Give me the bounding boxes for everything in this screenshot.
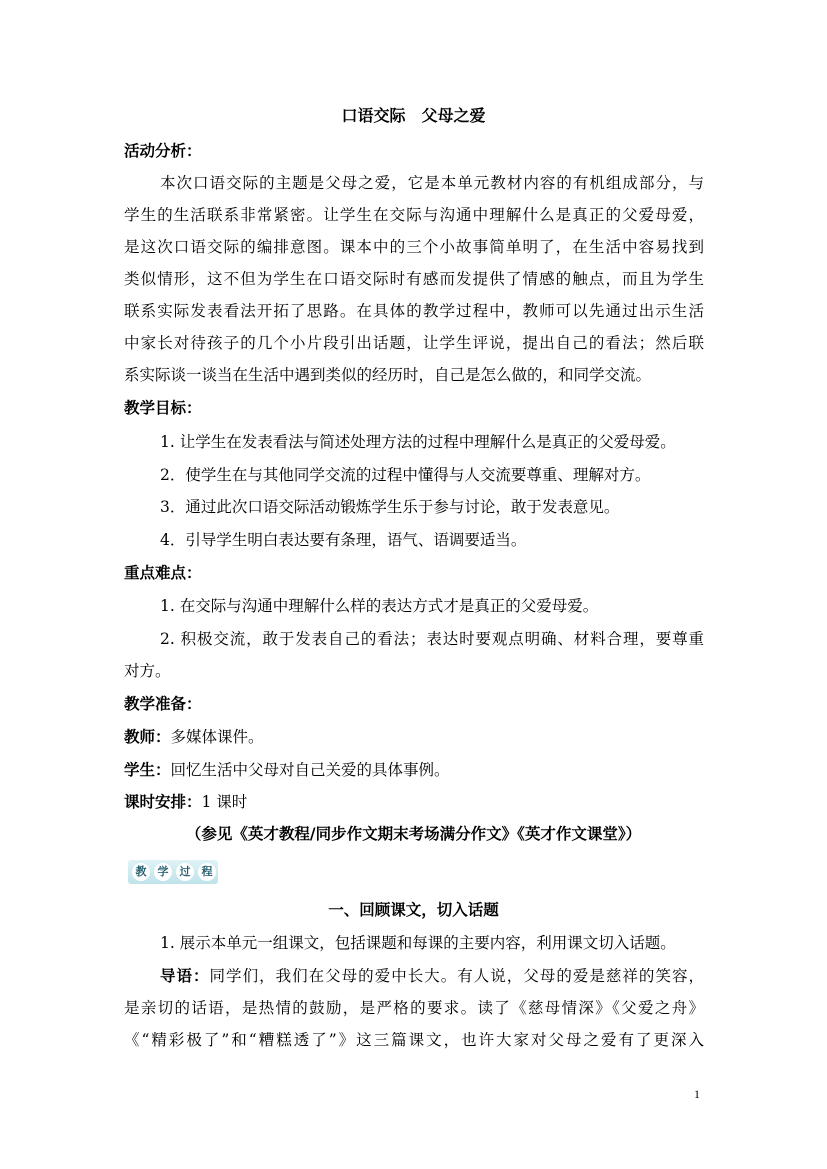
- schedule-text: 1 课时: [201, 793, 248, 811]
- activity-line: 联系实际发表看法开拓了思路。在具体的教学过程中，教师可以先通过出示生活: [124, 302, 704, 320]
- goal-item: 2．使学生在与其他同学交流的过程中懂得与人交流要尊重、理解对方。: [160, 466, 651, 484]
- activity-heading: 活动分析：: [124, 141, 202, 160]
- lead-paragraph: [160, 966, 704, 986]
- goal-item: 3．通过此次口语交际活动锻炼学生乐于参与讨论，敢于发表意见。: [160, 498, 620, 516]
- badge-char: 学: [154, 863, 172, 881]
- lead-text: 同学们，我们在父母的爱中长大。有人说，父母的爱是慈祥的笑容，: [209, 967, 704, 985]
- activity-line: 系实际谈一谈当在生活中遇到类似的经历时，自己是怎么做的，和同学交流。: [124, 366, 652, 384]
- goal-item: 1. 让学生在发表看法与简述处理方法的过程中理解什么是真正的父爱母爱。: [160, 433, 676, 451]
- prep-teacher: [124, 727, 704, 747]
- badge-char: 教: [132, 863, 150, 881]
- badge-char: 程: [198, 863, 216, 881]
- reference-note: （参见《英才教程/同步作文期末考场满分作文》《英才作文课堂》）: [185, 824, 642, 843]
- badge-char: 过: [176, 863, 194, 881]
- lead-label: 导语：: [160, 966, 210, 985]
- keypoint-item: 1. 在交际与沟通中理解什么样的表达方式才是真正的父爱母爱。: [160, 597, 599, 615]
- activity-line: 中家长对待孩子的几个小片段引出话题，让学生评说，提出自己的看法；然后联: [124, 334, 704, 352]
- prep-teacher-label: 教师：: [124, 727, 171, 746]
- lead-line: 《“精彩极了”和“糟糕透了”》这三篇课文，也许大家对父母之爱有了更深入: [124, 1031, 704, 1049]
- keypoint-item: 2. 积极交流，敢于发表自己的看法；表达时要观点明确、材料合理，要尊重: [160, 630, 704, 648]
- activity-line: 本次口语交际的主题是父母之爱，它是本单元教材内容的有机组成部分，与: [160, 174, 704, 192]
- keypoints-heading: 重点难点：: [124, 563, 202, 582]
- teaching-process-badge: [128, 860, 218, 884]
- prep-teacher-text: 多媒体课件。: [170, 728, 264, 746]
- goal-item: 4．引导学生明白表达要有条理，语气、语调要适当。: [160, 531, 527, 549]
- prep-student: [124, 760, 704, 780]
- prep-student-text: 回忆生活中父母对自己关爱的具体事例。: [170, 761, 450, 779]
- schedule-label: 课时安排：: [124, 792, 202, 811]
- activity-line: 类似情形，这不但为学生在口语交际时有感而发提供了情感的触点，而且为学生: [124, 270, 704, 288]
- keypoint-item-continued: 对方。: [124, 662, 171, 680]
- page-number: 1: [694, 1087, 700, 1101]
- section1-item: 1. 展示本单元一组课文，包括课题和每课的主要内容，利用课文切入话题。: [160, 934, 676, 952]
- prep-student-label: 学生：: [124, 760, 171, 779]
- activity-line: 是这次口语交际的编排意图。课本中的三个小故事简单明了，在生活中容易找到: [124, 238, 704, 256]
- activity-line: 学生的生活联系非常紧密。让学生在交际与沟通中理解什么是真正的父爱母爱，: [124, 206, 704, 224]
- prep-heading: 教学准备：: [124, 694, 202, 713]
- section1-heading: 一、回顾课文，切入话题: [328, 900, 499, 919]
- schedule: [124, 792, 704, 812]
- lead-line: 是亲切的话语，是热情的鼓励，是严格的要求。读了《慈母情深》《父爱之舟》: [124, 999, 704, 1017]
- document-title: 口语交际 父母之爱: [341, 106, 486, 125]
- goals-heading: 教学目标：: [124, 398, 202, 417]
